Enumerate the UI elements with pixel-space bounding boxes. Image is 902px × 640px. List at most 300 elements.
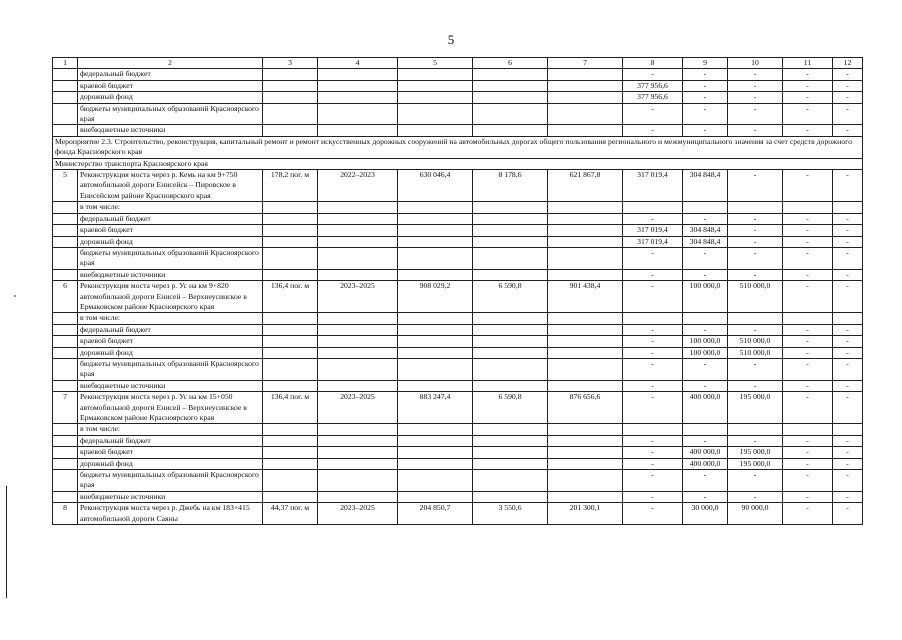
value-cell bbox=[263, 125, 318, 136]
funding-source-row bbox=[53, 347, 863, 358]
value-cell bbox=[318, 458, 398, 469]
value-cell bbox=[263, 470, 318, 492]
object-row bbox=[53, 170, 863, 202]
value-cell bbox=[728, 202, 783, 213]
binder-edge-line bbox=[6, 486, 7, 598]
value-cell bbox=[318, 491, 398, 502]
value-cell bbox=[398, 447, 473, 458]
row-number-cell bbox=[53, 125, 78, 136]
value-cell: 304 848,4 bbox=[683, 225, 728, 236]
value-cell bbox=[473, 470, 548, 492]
value-cell bbox=[398, 247, 473, 269]
value-cell: - bbox=[833, 491, 863, 502]
section-heading: Мероприятие 2.3. Строительство, реконструкция, капитальный ремонт и ремонт искусственных дорожных сооружений на автомобильных дорогах общего пользования регионального и межмуниципального значения за счет средств дорожного фонда Красноярского края bbox=[53, 136, 863, 158]
value-cell: - bbox=[833, 347, 863, 358]
row-number-cell bbox=[53, 92, 78, 103]
description-cell: федеральный бюджет bbox=[78, 435, 263, 446]
value-cell bbox=[473, 92, 548, 103]
value-cell: 136,4 пог. м bbox=[263, 392, 318, 424]
value-cell: - bbox=[833, 358, 863, 380]
value-cell bbox=[473, 213, 548, 224]
value-cell: 400 000,0 bbox=[683, 392, 728, 424]
value-cell: - bbox=[728, 213, 783, 224]
value-cell bbox=[263, 336, 318, 347]
funding-source-row bbox=[53, 358, 863, 380]
value-cell: - bbox=[833, 170, 863, 202]
value-cell: 2023–2025 bbox=[318, 503, 398, 525]
row-number-cell bbox=[53, 447, 78, 458]
object-row bbox=[53, 281, 863, 313]
value-cell: - bbox=[623, 470, 683, 492]
description-cell: дорожный фонд bbox=[78, 347, 263, 358]
value-cell bbox=[318, 435, 398, 446]
value-cell: 901 438,4 bbox=[548, 281, 623, 313]
section-heading: Министерство транспорта Красноярского края bbox=[53, 158, 863, 169]
row-number-cell bbox=[53, 313, 78, 324]
value-cell bbox=[318, 336, 398, 347]
value-cell: 510 000,0 bbox=[728, 336, 783, 347]
value-cell: - bbox=[728, 80, 783, 91]
value-cell bbox=[398, 491, 473, 502]
row-number-cell bbox=[53, 69, 78, 80]
value-cell: 510 000,0 bbox=[728, 281, 783, 313]
row-number-cell bbox=[53, 213, 78, 224]
value-cell bbox=[473, 247, 548, 269]
value-cell bbox=[263, 435, 318, 446]
value-cell bbox=[548, 213, 623, 224]
value-cell: - bbox=[783, 69, 833, 80]
value-cell: - bbox=[783, 470, 833, 492]
description-cell: федеральный бюджет bbox=[78, 324, 263, 335]
value-cell: - bbox=[783, 491, 833, 502]
description-cell: внебюджетные источники bbox=[78, 380, 263, 391]
value-cell bbox=[548, 202, 623, 213]
value-cell: - bbox=[728, 103, 783, 125]
column-number: 8 bbox=[623, 58, 683, 69]
value-cell: 304 848,4 bbox=[683, 236, 728, 247]
row-number-cell bbox=[53, 247, 78, 269]
column-number: 3 bbox=[263, 58, 318, 69]
description-cell: Реконструкция моста через р. Джебь на км 183+415 автомобильной дороги Саяны bbox=[78, 503, 263, 525]
value-cell bbox=[263, 491, 318, 502]
value-cell: - bbox=[728, 247, 783, 269]
row-number-cell bbox=[53, 103, 78, 125]
description-cell: внебюджетные источники bbox=[78, 269, 263, 280]
column-number: 12 bbox=[833, 58, 863, 69]
value-cell bbox=[548, 225, 623, 236]
funding-source-row bbox=[53, 435, 863, 446]
value-cell bbox=[263, 347, 318, 358]
value-cell: - bbox=[833, 392, 863, 424]
description-cell: в том числе: bbox=[78, 202, 263, 213]
row-number-cell bbox=[53, 424, 78, 435]
value-cell bbox=[398, 80, 473, 91]
value-cell: 8 178,6 bbox=[473, 170, 548, 202]
value-cell: - bbox=[833, 213, 863, 224]
value-cell: 100 000,0 bbox=[683, 336, 728, 347]
description-cell: бюджеты муниципальных образований Красноярского края bbox=[78, 358, 263, 380]
value-cell: - bbox=[833, 435, 863, 446]
page-number: 5 bbox=[447, 32, 455, 47]
value-cell: - bbox=[683, 435, 728, 446]
value-cell: - bbox=[623, 281, 683, 313]
value-cell bbox=[263, 458, 318, 469]
value-cell bbox=[473, 69, 548, 80]
value-cell: - bbox=[833, 447, 863, 458]
funding-source-row bbox=[53, 103, 863, 125]
column-number: 9 bbox=[683, 58, 728, 69]
value-cell bbox=[263, 358, 318, 380]
value-cell bbox=[548, 269, 623, 280]
value-cell bbox=[398, 358, 473, 380]
value-cell bbox=[548, 458, 623, 469]
value-cell bbox=[318, 380, 398, 391]
value-cell: 178,2 пог. м bbox=[263, 170, 318, 202]
value-cell: - bbox=[623, 392, 683, 424]
value-cell: - bbox=[728, 269, 783, 280]
value-cell: - bbox=[623, 125, 683, 136]
value-cell bbox=[548, 313, 623, 324]
funding-source-row bbox=[53, 202, 863, 213]
value-cell: - bbox=[728, 380, 783, 391]
value-cell: - bbox=[728, 69, 783, 80]
value-cell: 30 000,0 bbox=[683, 503, 728, 525]
value-cell: 2023–2025 bbox=[318, 281, 398, 313]
value-cell bbox=[263, 92, 318, 103]
value-cell bbox=[783, 202, 833, 213]
value-cell bbox=[318, 247, 398, 269]
section-heading-row bbox=[53, 136, 863, 158]
value-cell: - bbox=[783, 392, 833, 424]
row-number-cell bbox=[53, 358, 78, 380]
value-cell: - bbox=[728, 170, 783, 202]
value-cell: - bbox=[623, 503, 683, 525]
row-number-cell bbox=[53, 236, 78, 247]
value-cell bbox=[473, 380, 548, 391]
value-cell bbox=[263, 380, 318, 391]
value-cell: 3 550,6 bbox=[473, 503, 548, 525]
value-cell: - bbox=[833, 380, 863, 391]
value-cell: 621 867,8 bbox=[548, 170, 623, 202]
funding-source-row bbox=[53, 213, 863, 224]
row-number-cell bbox=[53, 336, 78, 347]
value-cell bbox=[318, 92, 398, 103]
value-cell: 317 019,4 bbox=[623, 236, 683, 247]
value-cell bbox=[548, 336, 623, 347]
value-cell bbox=[548, 491, 623, 502]
row-number-cell bbox=[53, 347, 78, 358]
value-cell bbox=[473, 80, 548, 91]
value-cell: - bbox=[833, 247, 863, 269]
value-cell: - bbox=[833, 69, 863, 80]
value-cell: - bbox=[728, 236, 783, 247]
value-cell bbox=[548, 358, 623, 380]
value-cell: 883 247,4 bbox=[398, 392, 473, 424]
value-cell bbox=[398, 69, 473, 80]
value-cell bbox=[318, 358, 398, 380]
value-cell: - bbox=[683, 269, 728, 280]
value-cell: - bbox=[783, 358, 833, 380]
description-cell: Реконструкция моста через р. Кемь на км 9+750 автомобильной дороги Енисейск – Пировское в Енисейском районе Красноярского края bbox=[78, 170, 263, 202]
value-cell bbox=[473, 125, 548, 136]
value-cell: 195 000,0 bbox=[728, 458, 783, 469]
value-cell bbox=[263, 69, 318, 80]
row-number-cell: 7 bbox=[53, 392, 78, 424]
value-cell: - bbox=[623, 358, 683, 380]
funding-source-row bbox=[53, 447, 863, 458]
column-number: 4 bbox=[318, 58, 398, 69]
funding-source-row bbox=[53, 470, 863, 492]
value-cell: - bbox=[833, 103, 863, 125]
value-cell bbox=[398, 225, 473, 236]
value-cell: - bbox=[683, 380, 728, 391]
section-heading-row bbox=[53, 158, 863, 169]
scan-dot bbox=[14, 295, 16, 297]
description-cell: внебюджетные источники bbox=[78, 125, 263, 136]
value-cell: - bbox=[783, 247, 833, 269]
funding-source-row bbox=[53, 80, 863, 91]
value-cell bbox=[398, 236, 473, 247]
value-cell bbox=[318, 347, 398, 358]
description-cell: дорожный фонд bbox=[78, 236, 263, 247]
value-cell bbox=[548, 424, 623, 435]
value-cell: - bbox=[683, 324, 728, 335]
value-cell: 204 850,7 bbox=[398, 503, 473, 525]
value-cell bbox=[548, 470, 623, 492]
column-number-row bbox=[53, 58, 863, 69]
value-cell bbox=[398, 435, 473, 446]
value-cell: - bbox=[833, 503, 863, 525]
value-cell: - bbox=[623, 447, 683, 458]
value-cell bbox=[318, 225, 398, 236]
value-cell bbox=[548, 80, 623, 91]
value-cell: - bbox=[623, 69, 683, 80]
row-number-cell bbox=[53, 380, 78, 391]
description-cell: в том числе: bbox=[78, 313, 263, 324]
value-cell bbox=[473, 435, 548, 446]
row-number-cell bbox=[53, 491, 78, 502]
value-cell: - bbox=[783, 458, 833, 469]
value-cell: - bbox=[783, 80, 833, 91]
value-cell: 510 000,0 bbox=[728, 347, 783, 358]
value-cell: 304 848,4 bbox=[683, 170, 728, 202]
row-number-cell bbox=[53, 435, 78, 446]
value-cell: 136,4 пог. м bbox=[263, 281, 318, 313]
column-number: 2 bbox=[78, 58, 263, 69]
value-cell bbox=[318, 69, 398, 80]
funding-source-row bbox=[53, 225, 863, 236]
funding-source-row bbox=[53, 236, 863, 247]
value-cell bbox=[783, 424, 833, 435]
description-cell: бюджеты муниципальных образований Красноярского края bbox=[78, 247, 263, 269]
value-cell: - bbox=[683, 125, 728, 136]
value-cell bbox=[263, 324, 318, 335]
value-cell: - bbox=[623, 336, 683, 347]
value-cell bbox=[263, 225, 318, 236]
row-number-cell bbox=[53, 225, 78, 236]
value-cell bbox=[623, 202, 683, 213]
value-cell: - bbox=[833, 281, 863, 313]
description-cell: краевой бюджет bbox=[78, 80, 263, 91]
value-cell bbox=[473, 225, 548, 236]
value-cell bbox=[398, 336, 473, 347]
value-cell bbox=[473, 491, 548, 502]
value-cell: 6 590,8 bbox=[473, 281, 548, 313]
value-cell: 6 590,8 bbox=[473, 392, 548, 424]
value-cell bbox=[473, 324, 548, 335]
value-cell: 100 000,0 bbox=[683, 281, 728, 313]
value-cell: - bbox=[783, 92, 833, 103]
value-cell bbox=[318, 313, 398, 324]
funding-table bbox=[52, 57, 863, 525]
value-cell bbox=[548, 347, 623, 358]
value-cell bbox=[473, 358, 548, 380]
row-number-cell bbox=[53, 269, 78, 280]
value-cell bbox=[318, 236, 398, 247]
value-cell: - bbox=[728, 491, 783, 502]
value-cell: - bbox=[683, 491, 728, 502]
value-cell bbox=[318, 103, 398, 125]
value-cell bbox=[398, 458, 473, 469]
value-cell bbox=[318, 470, 398, 492]
value-cell: - bbox=[833, 458, 863, 469]
value-cell: 317 019,4 bbox=[623, 170, 683, 202]
value-cell bbox=[548, 125, 623, 136]
value-cell: - bbox=[783, 213, 833, 224]
value-cell bbox=[318, 125, 398, 136]
value-cell: - bbox=[783, 269, 833, 280]
column-number: 1 bbox=[53, 58, 78, 69]
funding-source-row bbox=[53, 491, 863, 502]
value-cell: 44,37 пог. м bbox=[263, 503, 318, 525]
value-cell bbox=[473, 202, 548, 213]
description-cell: дорожный фонд bbox=[78, 458, 263, 469]
value-cell bbox=[473, 236, 548, 247]
value-cell bbox=[263, 424, 318, 435]
value-cell: - bbox=[683, 103, 728, 125]
value-cell bbox=[263, 269, 318, 280]
description-cell: в том числе: bbox=[78, 424, 263, 435]
value-cell: - bbox=[683, 470, 728, 492]
column-number: 11 bbox=[783, 58, 833, 69]
value-cell bbox=[398, 347, 473, 358]
column-number: 7 bbox=[548, 58, 623, 69]
value-cell: - bbox=[783, 236, 833, 247]
row-number-cell: 6 bbox=[53, 281, 78, 313]
value-cell: 100 000,0 bbox=[683, 347, 728, 358]
value-cell: 195 000,0 bbox=[728, 447, 783, 458]
value-cell: 400 000,0 bbox=[683, 458, 728, 469]
funding-source-row bbox=[53, 269, 863, 280]
value-cell: - bbox=[683, 80, 728, 91]
value-cell bbox=[473, 458, 548, 469]
funding-source-row bbox=[53, 380, 863, 391]
value-cell bbox=[398, 313, 473, 324]
value-cell: - bbox=[783, 324, 833, 335]
value-cell: - bbox=[833, 92, 863, 103]
value-cell: - bbox=[783, 347, 833, 358]
description-cell: внебюджетные источники bbox=[78, 491, 263, 502]
value-cell: 400 000,0 bbox=[683, 447, 728, 458]
value-cell bbox=[548, 447, 623, 458]
value-cell: - bbox=[833, 470, 863, 492]
value-cell bbox=[318, 447, 398, 458]
value-cell: 876 656,6 bbox=[548, 392, 623, 424]
description-cell: дорожный фонд bbox=[78, 92, 263, 103]
value-cell bbox=[728, 424, 783, 435]
value-cell: - bbox=[833, 324, 863, 335]
value-cell bbox=[473, 313, 548, 324]
description-cell: Реконструкция моста через р. Ус на км 15+050 автомобильной дороги Енисей – Верхнеусинское в Ермаковском районе Красноярского края bbox=[78, 392, 263, 424]
description-cell: Реконструкция моста через р. Ус на км 9+820 автомобильной дороги Енисей – Верхнеусинское в Ермаковском районе Красноярского края bbox=[78, 281, 263, 313]
row-number-cell bbox=[53, 458, 78, 469]
value-cell: - bbox=[783, 125, 833, 136]
value-cell: - bbox=[833, 336, 863, 347]
value-cell: 2022–2023 bbox=[318, 170, 398, 202]
value-cell: - bbox=[728, 324, 783, 335]
funding-source-row bbox=[53, 125, 863, 136]
value-cell bbox=[263, 202, 318, 213]
value-cell bbox=[683, 424, 728, 435]
value-cell: - bbox=[683, 69, 728, 80]
value-cell: - bbox=[623, 347, 683, 358]
value-cell bbox=[683, 202, 728, 213]
value-cell bbox=[833, 313, 863, 324]
value-cell: - bbox=[783, 225, 833, 236]
description-cell: краевой бюджет bbox=[78, 447, 263, 458]
object-row bbox=[53, 503, 863, 525]
value-cell: 317 019,4 bbox=[623, 225, 683, 236]
value-cell bbox=[623, 424, 683, 435]
value-cell: - bbox=[623, 269, 683, 280]
value-cell bbox=[318, 424, 398, 435]
value-cell: 90 000,0 bbox=[728, 503, 783, 525]
value-cell bbox=[318, 80, 398, 91]
value-cell: - bbox=[728, 435, 783, 446]
funding-source-row bbox=[53, 313, 863, 324]
value-cell bbox=[398, 202, 473, 213]
row-number-cell bbox=[53, 470, 78, 492]
value-cell bbox=[548, 69, 623, 80]
column-number: 10 bbox=[728, 58, 783, 69]
value-cell: - bbox=[728, 125, 783, 136]
value-cell: 2023–2025 bbox=[318, 392, 398, 424]
value-cell: - bbox=[783, 503, 833, 525]
value-cell: - bbox=[783, 336, 833, 347]
description-cell: краевой бюджет bbox=[78, 225, 263, 236]
value-cell: 201 300,1 bbox=[548, 503, 623, 525]
value-cell: - bbox=[833, 125, 863, 136]
value-cell bbox=[318, 213, 398, 224]
value-cell bbox=[398, 103, 473, 125]
value-cell: - bbox=[623, 213, 683, 224]
description-cell: бюджеты муниципальных образований Красноярского края bbox=[78, 470, 263, 492]
row-number-cell bbox=[53, 324, 78, 335]
value-cell: - bbox=[623, 247, 683, 269]
value-cell: 630 046,4 bbox=[398, 170, 473, 202]
value-cell: 195 000,0 bbox=[728, 392, 783, 424]
value-cell bbox=[548, 236, 623, 247]
value-cell bbox=[398, 424, 473, 435]
value-cell: - bbox=[683, 213, 728, 224]
value-cell bbox=[398, 269, 473, 280]
column-number: 6 bbox=[473, 58, 548, 69]
value-cell: - bbox=[623, 324, 683, 335]
value-cell: - bbox=[623, 491, 683, 502]
value-cell bbox=[263, 247, 318, 269]
value-cell bbox=[783, 313, 833, 324]
row-number-cell bbox=[53, 202, 78, 213]
